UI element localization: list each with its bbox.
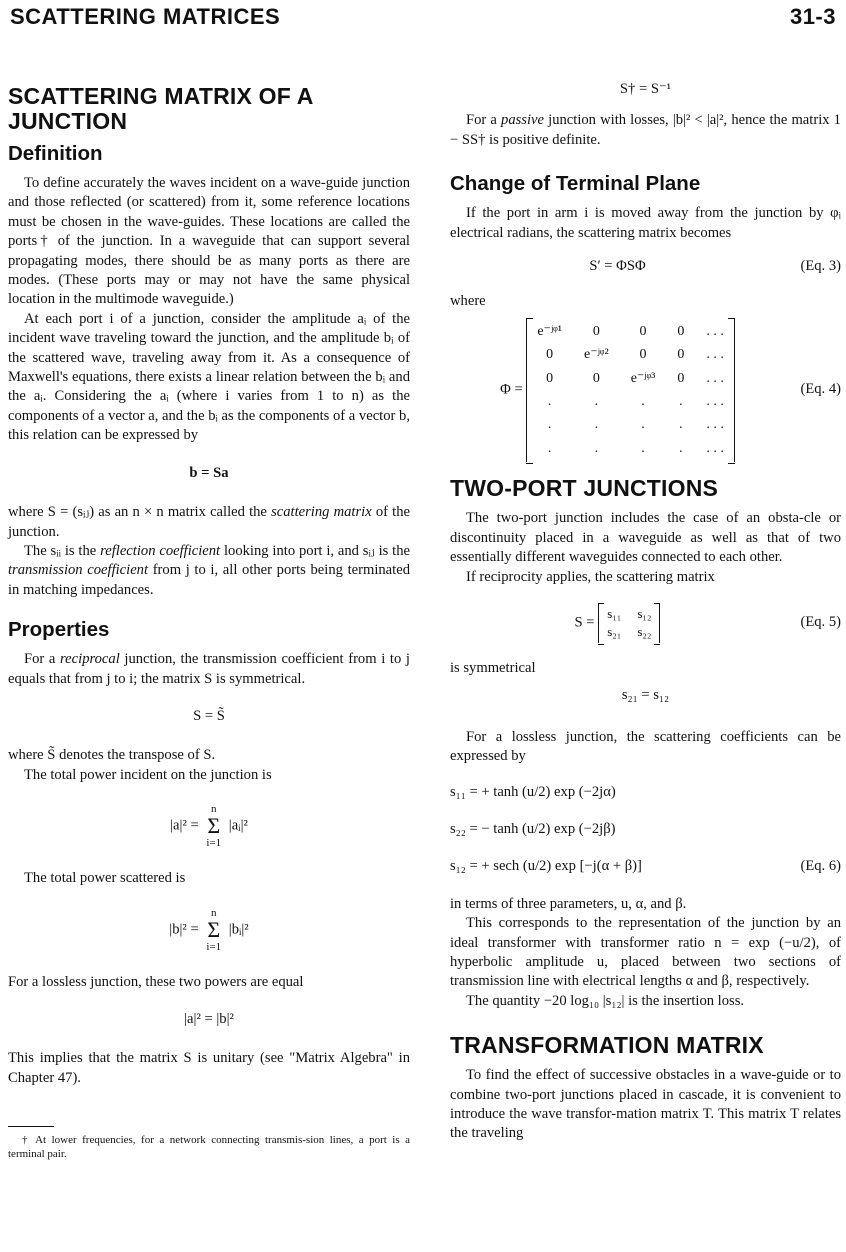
equation-5-tag: (Eq. 5)	[800, 614, 841, 631]
phi-matrix-cell: .	[594, 440, 599, 456]
equation-6-s12: s₁₂ = + sech (u/2) exp [−j(α + β)] (Eq. 6)	[450, 857, 841, 876]
s-matrix-2x2: s₁₁ s₁₂ s₂₁ s₂₂	[598, 603, 660, 643]
running-header-title: SCATTERING MATRICES	[10, 4, 281, 29]
equation-scattered-power: |b|² = n Σ i=1 |bᵢ|²	[169, 906, 249, 953]
section-heading-scattering-matrix: SCATTERING MATRIX OF A JUNCTION	[8, 83, 313, 134]
phi-matrix-cell: 0	[677, 347, 685, 363]
phi-matrix-cell: .	[594, 394, 599, 410]
paragraph-two-port-6: This corresponds to the representation of the junction by an ideal transformer with transformer ratio n = exp (−u/2), of hyperbolic amplitude u, placed between two sections of transmission line with electrical lengths α and β, respectively.	[450, 915, 841, 990]
subheading-definition: Definition	[8, 142, 103, 165]
phi-matrix-cell: . . .	[706, 417, 724, 433]
equation-b-equals-sa: b = Sa	[189, 464, 229, 481]
equation-4-tag: (Eq. 4)	[800, 381, 841, 398]
phi-lhs: Φ =	[500, 381, 523, 398]
phi-matrix-cell: .	[641, 394, 645, 410]
phi-matrix-cell: 0	[677, 323, 685, 339]
phi-matrix-cell: . . .	[706, 370, 724, 386]
phi-matrix-cell: .	[547, 417, 552, 433]
paragraph-definition-3: where S = (sᵢⱼ) as an n × n matrix called the scattering matrix of the junction.	[8, 504, 411, 540]
equation-power-equal: |a|² = |b|²	[184, 1010, 234, 1027]
paragraph-properties-1: For a reciprocal junction, the transmission coefficient from i to j equals that from j to i; the matrix S is symmetrical.	[8, 651, 410, 687]
equation-6-tag: (Eq. 6)	[800, 858, 841, 875]
equation-3-tag: (Eq. 3)	[800, 258, 841, 275]
equation-unitary: S† = S⁻¹	[619, 81, 672, 97]
phi-matrix	[526, 318, 735, 462]
right-column	[450, 80, 841, 1144]
equation-s21-s12: s₂₁ = s₁₂	[621, 687, 670, 704]
paragraph-properties-2: where S̃ denotes the transpose of S.	[8, 747, 216, 764]
paragraph-two-port-5: in terms of three parameters, u, α, and β.	[450, 895, 687, 912]
subheading-properties: Properties	[8, 618, 110, 642]
paragraph-two-port-3: is symmetrical	[450, 659, 536, 676]
paragraph-definition-2: At each port i of a junction, consider the amplitude aᵢ of the incident wave traveling toward the junction, and the amplitude bᵢ of the scattered wave, traveling away from it. As a consequence of Maxwell's equations, there exists a linear relation between the bᵢ and the aᵢ. Considering the aᵢ (where i varies from 1 to n) as the components of a vector a, and the bᵢ as the components of a vector b, this relation can be expressed by	[8, 310, 410, 444]
phi-matrix-cell: e⁻ʲᵠ³	[630, 370, 656, 386]
phi-matrix-cell: 0	[592, 370, 600, 386]
paragraph-properties-3: The total power incident on the junction is	[24, 766, 272, 783]
paragraph-definition-4: The sᵢᵢ is the reflection coefficient looking into port i, and sᵢⱼ is the transmission coefficient from j to i, all other ports being terminated in matching impedances.	[8, 542, 410, 598]
phi-matrix-cell: .	[547, 440, 552, 456]
phi-matrix-cell: .	[679, 417, 683, 433]
phi-matrix-cell: .	[641, 417, 645, 433]
footnote-rule	[8, 1126, 54, 1127]
where-label: where	[450, 293, 486, 310]
paragraph-passive: For a passive junction with losses, |b|² < |a|², hence the matrix 1 − SS† is positive definite.	[450, 112, 841, 148]
phi-matrix-cell: . . .	[706, 347, 724, 363]
phi-matrix-cell: 0	[592, 323, 600, 339]
phi-matrix-cell: .	[641, 440, 645, 456]
paragraph-properties-6: This implies that the matrix S is unitary (see "Matrix Algebra" in Chapter 47).	[8, 1050, 410, 1086]
paragraph-two-port-7: The quantity −20 log₁₀ |s₁₂| is the insertion loss.	[466, 992, 745, 1009]
section-heading-transformation-matrix: TRANSFORMATION MATRIX	[450, 1032, 764, 1059]
phi-matrix-cell: .	[679, 440, 683, 456]
phi-matrix-cell: e⁻ʲᵠ¹	[537, 323, 563, 339]
equation-symmetric: S = S̃	[193, 707, 225, 724]
phi-matrix-cell: .	[679, 394, 683, 410]
equation-5: S = s₁₁ s₁₂ s₂₁ s₂₂ (Eq. 5)	[450, 603, 841, 643]
paragraph-terminal-plane: If the port in arm i is moved away from the junction by φᵢ electrical radians, the scattering matrix becomes	[450, 205, 841, 241]
paragraph-two-port-1: The two-port junction includes the case of an obsta-cle or discontinuity placed in a waveguide as well as that of two essentially different waveguides connected to each other.	[450, 510, 841, 566]
page-number: 31-3	[789, 4, 836, 29]
phi-matrix-cell: 0	[639, 323, 647, 339]
paragraph-properties-4: The total power scattered is	[24, 870, 186, 887]
phi-matrix-cell: 0	[677, 370, 685, 386]
footnote: † At lower frequencies, for a network connecting transmis-sion lines, a port is a terminal pair.	[8, 1134, 410, 1161]
paragraph-properties-5: For a lossless junction, these two powers are equal	[8, 973, 304, 990]
paragraph-two-port-4: For a lossless junction, the scattering coefficients can be expressed by	[450, 728, 841, 765]
phi-matrix-cell: . . .	[706, 394, 724, 410]
equation-6-s22: s₂₂ = − tanh (u/2) exp (−2jβ)	[450, 820, 616, 837]
phi-matrix-cell: 0	[546, 347, 554, 363]
equation-4	[450, 318, 841, 462]
subheading-change-terminal-plane: Change of Terminal Plane	[450, 172, 701, 196]
phi-matrix-cell: 0	[546, 370, 554, 386]
phi-matrix-cell: .	[547, 394, 552, 410]
equation-incident-power: |a|² = n Σ i=1 |aᵢ|²	[170, 803, 248, 850]
phi-matrix-cell: . . .	[706, 323, 724, 339]
phi-matrix-cell: 0	[639, 347, 647, 363]
equation-6-block	[450, 783, 841, 877]
phi-matrix-cell: .	[594, 417, 599, 433]
paragraph-transformation-1: To find the effect of successive obstacles in a wave-guide or to combine two-port junctions placed in cascade, it is convenient to introduce the wave transfor-mation matrix T. This matrix T relates the traveling	[450, 1067, 841, 1142]
phi-matrix-cell: e⁻ʲᵠ²	[584, 347, 609, 363]
equation-3: S′ = ΦSΦ (Eq. 3)	[450, 257, 841, 276]
paragraph-definition-1: To define accurately the waves incident on a wave-guide junction and those reflected (or scattered) from it, some reference locations must be chosen in the wave-guides. These locations are called the ports† of the junction. In a waveguide that can support several propagating modes, there should be as many ports as there are modes. (These ports may or may not have the same physical location in the multimode waveguide.)	[8, 175, 410, 308]
equation-6-s11: s₁₁ = + tanh (u/2) exp (−2jα)	[450, 783, 616, 800]
paragraph-two-port-2: If reciprocity applies, the scattering matrix	[466, 568, 715, 585]
phi-matrix-cell: . . .	[706, 440, 724, 456]
section-heading-two-port: TWO-PORT JUNCTIONS	[450, 475, 719, 502]
left-column	[8, 78, 410, 1161]
